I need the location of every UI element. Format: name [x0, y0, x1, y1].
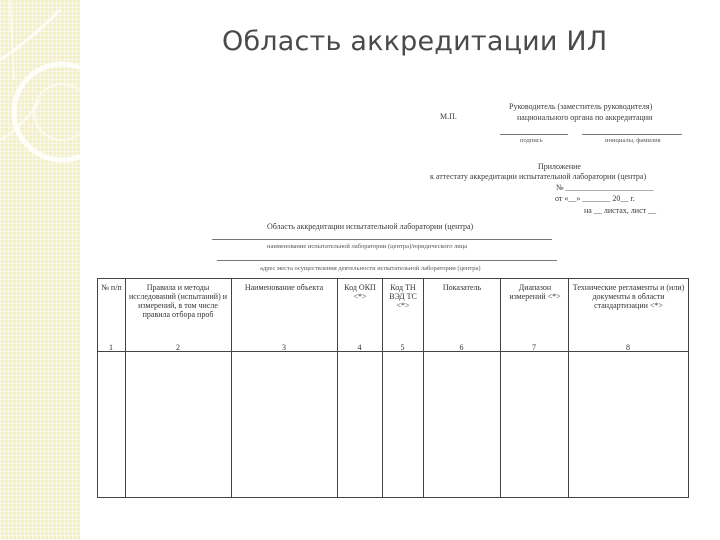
column-number-6: 6 [459, 343, 464, 352]
sheets-count: на __ листах, лист __ [584, 206, 657, 215]
header-tnved-code: Код ТН ВЭД ТС <*> [389, 283, 417, 310]
signature-line [500, 134, 568, 135]
column-number-4: 4 [357, 343, 362, 352]
document-heading: Область аккредитации испытательной лаборатории (центра) [267, 222, 474, 231]
header-range: Диапазон измерений <*> [509, 283, 561, 301]
column-number-3: 3 [282, 343, 286, 352]
certificate-date: от «__» _______ 20__ г. [555, 194, 635, 203]
column-number-8: 8 [626, 343, 630, 352]
column-number-1: 1 [109, 343, 113, 352]
address-caption: адрес места осуществления деятельности испытательной лаборатории (центра) [260, 265, 481, 272]
header-methods: Правила и методы исследований (испытаний) и измерений, в том числе правила отбора проб [128, 283, 228, 319]
header-indicator: Показатель [442, 283, 482, 292]
column-number-7: 7 [532, 343, 536, 352]
column-number-2: 2 [176, 343, 180, 352]
decorative-swirl-icon [0, 0, 82, 540]
address-line [217, 260, 557, 261]
lab-name-line [212, 239, 552, 240]
scanned-document [97, 90, 689, 498]
header-regulations: Технические регламенты и (или) документы в области стандартизации <*> [572, 283, 685, 310]
stamp-label: М.П. [440, 112, 457, 121]
name-caption: инициалы, фамилия [605, 137, 661, 144]
header-number: № п/п [101, 283, 122, 292]
signature-caption: подпись [520, 137, 543, 144]
certificate-number: № ______________________ [556, 183, 654, 192]
approver-org: национального органа по аккредитации [517, 113, 653, 122]
lab-name-caption: наименование испытательной лаборатории (центра)/юридического лица [267, 243, 468, 250]
name-line [582, 134, 682, 135]
column-number-5: 5 [400, 343, 405, 352]
appendix-target: к аттестату аккредитации испытательной лаборатории (центра) [430, 172, 647, 181]
approver-title: Руководитель (заместитель руководителя) [509, 102, 653, 111]
header-okp-code: Код ОКП <*> [344, 283, 376, 301]
slide-title: Область аккредитации ИЛ [222, 26, 608, 57]
header-object: Наименование объекта [244, 283, 324, 292]
appendix-label: Приложение [538, 162, 581, 171]
